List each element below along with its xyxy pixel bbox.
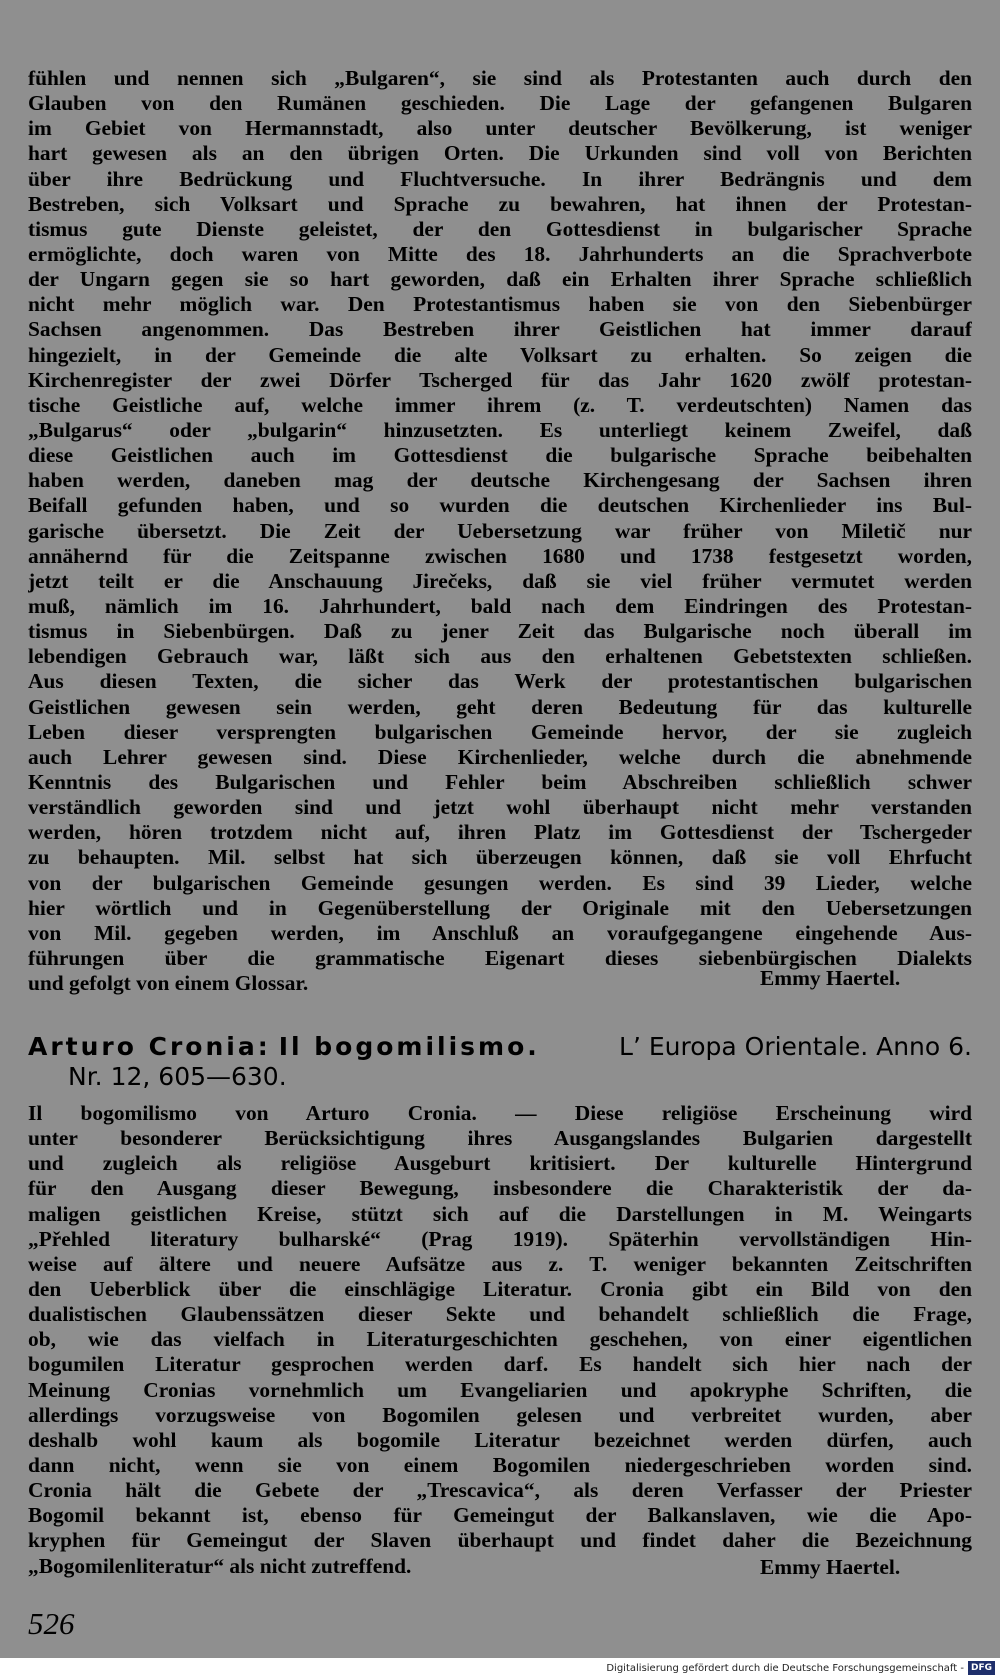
text-line: lebendigen Gebrauch war, läßt sich aus den erhaltenen Gebetstexten schließen. [28,644,972,669]
text-line: tismus in Siebenbürgen. Daß zu jener Zeit das Bulgarische noch überall im [28,619,972,644]
text-line: Meinung Cronias vornehmlich um Evangeliarien und apokryphe Schriften, die [28,1377,972,1402]
text-line: Geistlichen gewesen sein werden, geht deren Bedeutung für das kulturelle [28,694,972,719]
text-line: hier wörtlich und in Gegenüberstellung der Originale mit den Uebersetzungen [28,895,972,920]
text-line: Bestreben, sich Volksart und Sprache zu bewahren, hat ihnen der Protestan- [28,191,972,216]
text-line: im Gebiet von Hermannstadt, also unter deutscher Bevölkerung, ist weniger [28,116,972,141]
text-line: Beifall gefunden haben, und so wurden die deutschen Kirchenlieder ins Bul- [28,493,972,518]
review-text-1 [28,66,972,996]
text-line: der Ungarn gegen sie so hart geworden, daß ein Erhalten ihrer Sprache schließlich [28,267,972,292]
text-line: „Bogomilenliteratur“ als nicht zutreffend. [28,1553,412,1578]
text-line: unter besonderer Berücksichtigung ihres Ausgangslandes Bulgarien dargestellt [28,1126,972,1151]
text-line: ob, wie das vielfach in Literaturgeschichten geschehen, von einer eigentlichen [28,1327,972,1352]
text-line: Aus diesen Texten, die sicher das Werk der protestantischen bulgarischen [28,669,972,694]
text-line: auch Lehrer gewesen sind. Diese Kirchenlieder, welche durch die abnehmende [28,744,972,769]
text-line: von Mil. gegeben werden, im Anschluß an voraufgegangene eingehende Aus- [28,920,972,945]
text-line: Glauben von den Rumänen geschieden. Die Lage der gefangenen Bulgaren [28,91,972,116]
text-line: bogumilen Literatur gesprochen werden darf. Es handelt sich hier nach der [28,1352,972,1377]
dfg-logo-icon: DFG [968,1661,995,1675]
text-line: haben werden, daneben mag der deutsche Kirchengesang der Sachsen ihren [28,468,972,493]
text-line: und zugleich als religiöse Ausgeburt kritisiert. Der kulturelle Hintergrund [28,1151,972,1176]
text-line: kryphen für Gemeingut der Slaven überhaupt und findet daher die Bezeichnung [28,1528,972,1553]
text-line: maligen geistlichen Kreise, stützt sich auf die Darstellungen in M. Weingarts [28,1201,972,1226]
text-line: tismus gute Dienste geleistet, der den Gottesdienst in bulgarischer Sprache [28,216,972,241]
text-line: Kirchenregister der zwei Dörfer Tscherged für das Jahr 1620 zwölf protestan- [28,367,972,392]
text-line: diese Geistlichen auch im Gottesdienst die bulgarische Sprache beibehalten [28,443,972,468]
text-line: ermöglichte, doch waren von Mitte des 18. Jahrhunderts an die Sprachverbote [28,241,972,266]
digitization-footer [0,1658,1000,1679]
text-line: über ihre Bedrückung und Fluchtversuche. In ihrer Bedrängnis und dem [28,166,972,191]
page-number: 526 [28,1606,75,1641]
heading-title: Il bogomilismo. [278,1032,540,1061]
heading-journal: L’ Europa Orientale. Anno 6. [619,1032,972,1061]
text-line: Cronia hält die Gebete der „Trescavica“, als deren Verfasser der Priester [28,1478,972,1503]
text-line: dualistischen Glaubenssätzen dieser Sekte und behandelt schließlich die Frage, [28,1302,972,1327]
text-line: tische Geistliche auf, welche immer ihrem (z. T. verdeutschten) Namen das [28,392,972,417]
text-line: nicht mehr möglich war. Den Protestantismus haben sie von den Siebenbürger [28,292,972,317]
text-line: „Bulgarus“ oder „bulgarin“ hinzusetzten. Es unterliegt keinem Zweifel, daß [28,417,972,442]
text-line: führungen über die grammatische Eigenart dieses siebenbürgischen Dialekts [28,945,972,970]
text-line: werden, hören trotzdem nicht auf, ihren Platz im Gottesdienst der Tschergeder [28,820,972,845]
heading-line-1 [28,1032,972,1062]
heading-author: Arturo Cronia: [28,1032,271,1061]
text-line: weise auf ältere und neuere Aufsätze aus z. T. weniger bekannten Zeitschriften [28,1251,972,1276]
review-heading-2 [28,1032,972,1092]
signature-2: Emmy Haertel. [760,1555,901,1579]
review-text-2 [28,1101,972,1579]
text-line: deshalb wohl kaum als bogomile Literatur bezeichnet werden dürfen, auch [28,1427,972,1452]
text-line: zu behaupten. Mil. selbst hat sich überzeugen können, daß sie voll Ehrfucht [28,845,972,870]
text-line: den Ueberblick über die einschlägige Literatur. Cronia gibt ein Bild von den [28,1276,972,1301]
signature-1: Emmy Haertel. [760,966,901,990]
text-line: von der bulgarischen Gemeinde gesungen werden. Es sind 39 Lieder, welche [28,870,972,895]
text-line: garische übersetzt. Die Zeit der Uebersetzung war früher von Miletič nur [28,518,972,543]
text-line: und gefolgt von einem Glossar. [28,971,309,996]
text-line: dann nicht, wenn sie von einem Bogomilen niedergeschrieben worden sind. [28,1452,972,1477]
text-line: Leben dieser versprengten bulgarischen Gemeinde hervor, der sie zugleich [28,719,972,744]
text-line: Il bogomilismo von Arturo Cronia. — Diese religiöse Erscheinung wird [28,1101,972,1125]
text-line: allerdings vorzugsweise von Bogomilen gelesen und verbreitet wurden, aber [28,1402,972,1427]
text-line: hingezielt, in der Gemeinde die alte Volksart zu erhalten. So zeigen die [28,342,972,367]
text-line: hart gewesen als an den übrigen Orten. Die Urkunden sind voll von Berichten [28,141,972,166]
text-line: muß, nämlich im 16. Jahrhundert, bald nach dem Eindringen des Protestan- [28,593,972,618]
text-line: verständlich geworden sind und jetzt wohl überhaupt nicht mehr verstanden [28,795,972,820]
text-line: fühlen und nennen sich „Bulgaren“, sie sind als Protestanten auch durch den [28,66,972,90]
text-line: annähernd für die Zeitspanne zwischen 1680 und 1738 festgesetzt worden, [28,543,972,568]
text-line: jetzt teilt er die Anschauung Jirečeks, daß sie viel früher vermutet werden [28,568,972,593]
text-line: Bogomil bekannt ist, ebenso für Gemeingut der Balkanslaven, wie die Apo- [28,1503,972,1528]
heading-author-title [28,1032,540,1062]
text-line: Kenntnis des Bulgarischen und Fehler beim Abschreiben schließlich schwer [28,769,972,794]
text-line: für den Ausgang dieser Bewegung, insbesondere die Charakteristik der da- [28,1176,972,1201]
footer-text: Digitalisierung gefördert durch die Deutsche Forschungsgemeinschaft - [606,1663,964,1674]
text-line: „Přehled literatury bulharské“ (Prag 1919). Späterhin vervollständigen Hin- [28,1226,972,1251]
heading-issue: Nr. 12, 605—630. [68,1062,287,1091]
text-line: Sachsen angenommen. Das Bestreben ihrer Geistlichen hat immer darauf [28,317,972,342]
